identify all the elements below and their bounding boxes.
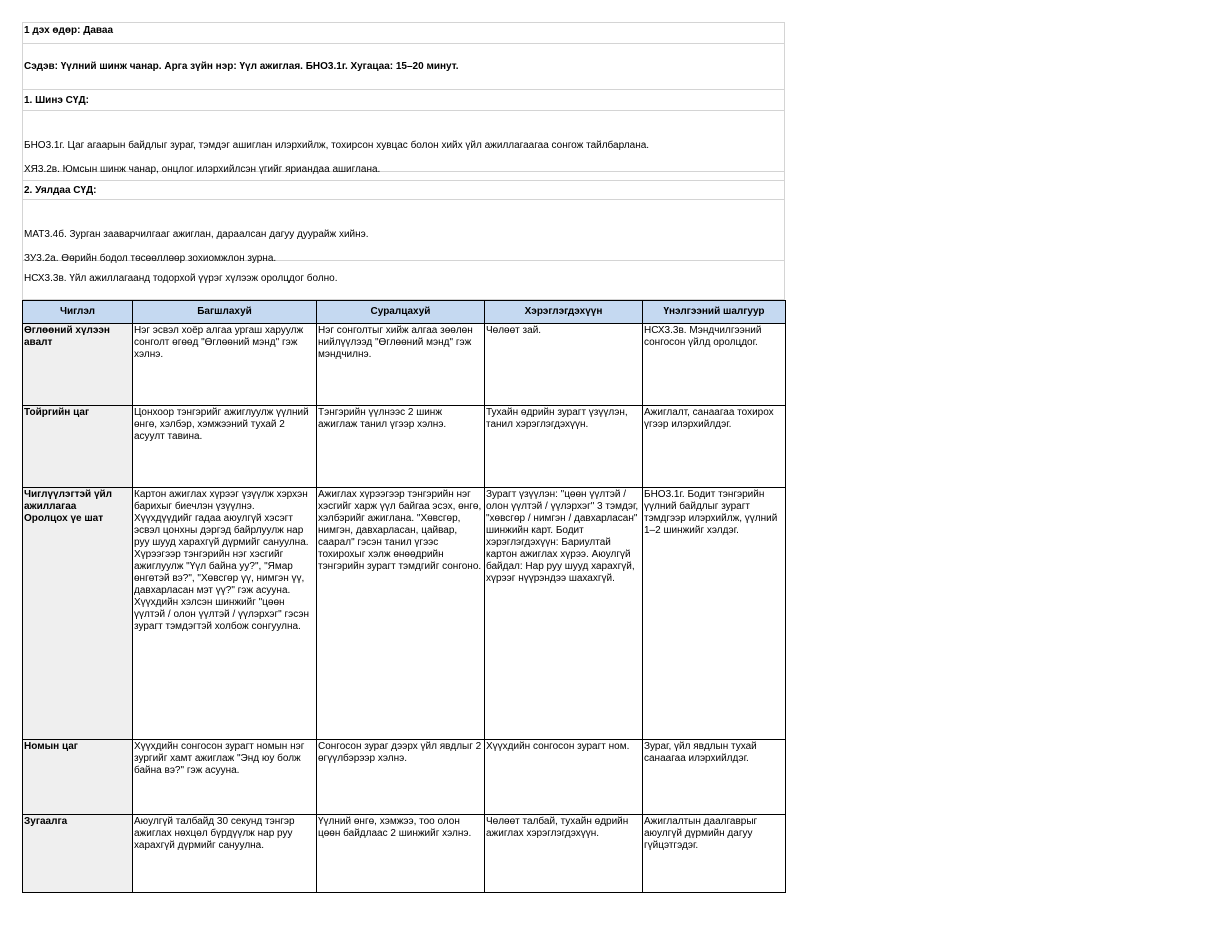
lesson-plan-sheet — [22, 22, 785, 893]
teacher-cell: Аюулгүй талбайд 30 секунд тэнгэр ажиглах нөхцөл бүрдүүлж нар руу харахгүй дүрмийг сануулна. — [133, 815, 317, 893]
teacher-cell: Цонхоор тэнгэрийг ажиглуулж үүлний өнгө, хэлбэр, хэмжээний тухай 2 асуулт тавина. — [133, 406, 317, 488]
topic-line: Сэдэв: Үүлний шинж чанар. Арга зүйн нэр: Үүл ажиглая. БНО3.1г. Хугацаа: 15–20 минут. — [22, 44, 785, 90]
stage-cell: Чиглүүлэгтэй үйл ажиллагаа Оролцох үе шат — [23, 488, 133, 740]
table-row — [23, 406, 786, 488]
section1-title: 1. Шинэ СҮД: — [22, 90, 785, 111]
table-header-row — [23, 301, 786, 324]
learner-cell: Сонгосон зураг дээрх үйл явдлыг 2 өгүүлбэрээр хэлнэ. — [317, 740, 485, 815]
section2-line: МАТ3.4б. Зурган зааварчилгааг ажиглан, дараалсан дагуу дуурайж хийнэ. — [24, 229, 369, 240]
section2-line: ЗУ3.2а. Өөрийн бодол төсөөллөөр зохиомжлон зурна. — [24, 253, 277, 264]
section1-line: ХЯ3.2в. Юмсын шинж чанар, онцлог илэрхийлсэн үгийг яриандаа ашиглана. — [24, 164, 381, 175]
section2-title: 2. Уялдаа СҮД: — [22, 180, 785, 200]
materials-cell: Чөлөөт талбай, тухайн өдрийн ажиглах хэрэглэгдэхүүн. — [485, 815, 643, 893]
header-materials: Хэрэглэгдэхүүн — [485, 301, 643, 324]
header-learning: Суралцахуй — [317, 301, 485, 324]
day-title: 1 дэх өдөр: Даваа — [22, 22, 785, 44]
materials-cell: Тухайн өдрийн зурагт үзүүлэн, танил хэрэглэгдэхүүн. — [485, 406, 643, 488]
learner-cell: Ажиглах хүрээгээр тэнгэрийн нэг хэсгийг харж үүл байгаа эсэх, өнгө, хэлбэрийг ажиглана. "Хөвсгөр, нимгэн, давхарласан, цайвар, саарал" гэсэн танил үгээс тохирохыг хэлж өнөөдрийн тэнгэрийн зурагт тэмдгийг сонгоно. — [317, 488, 485, 740]
header-teaching: Багшлахуй — [133, 301, 317, 324]
stage-cell: Зугаалга — [23, 815, 133, 893]
stage-cell: Номын цаг — [23, 740, 133, 815]
teacher-cell: Хүүхдийн сонгосон зурагт номын нэг зургийг хамт ажиглаж "Энд юу болж байна вэ?" гэж асууна. — [133, 740, 317, 815]
learner-cell: Нэг сонголтыг хийж алгаа зөөлөн нийлүүлээд "Өглөөний мэнд" гэж мэндчилнэ. — [317, 324, 485, 406]
materials-cell: Чөлөөт зай. — [485, 324, 643, 406]
assessment-cell: Ажиглалтын даалгаврыг аюулгүй дүрмийн дагуу гүйцэтгэдэг. — [643, 815, 786, 893]
section3-body: НСХ3.3в. Үйл ажиллагаанд тодорхой үүрэг хүлээж оролцдог болно. — [22, 261, 785, 300]
section2-body — [22, 200, 785, 264]
materials-cell: Зурагт үзүүлэн: "цөөн үүлтэй / олон үүлтэй / үүлэрхэг" 3 тэмдэг, "хөвсгөр / нимгэн / давхарласан" шинжийн карт. Бодит хэрэглэгдэхүүн: Бариултай картон ажиглах хүрээ. Аюулгүй байдал: Нар руу шууд харахгүй, хүрээг нүүрэндээ шахахгүй. — [485, 488, 643, 740]
teacher-cell: Картон ажиглах хүрээг үзүүлж хэрхэн барихыг биечлэн үзүүлнэ. Хүүхдүүдийг гадаа аюулгүй хэсэгт эсвэл цонхны дэргэд байрлуулж нар руу шууд харахгүй дүрмийг сануулна. Хүрээгээр тэнгэрийн нэг хэсгийг ажиглуулж "Үүл байна уу?", "Ямар өнгөтэй вэ?", "Хөвсгөр үү, нимгэн үү, давхарласан мэт үү?" гэж асууна. Хүүхдийн хэлсэн шинжийг "цөөн үүлтэй / олон үүлтэй / үүлэрхэг" гэсэн зурагт тэмдэгтэй холбож сонгуулна. — [133, 488, 317, 740]
learner-cell: Тэнгэрийн үүлнээс 2 шинж ажиглаж танил үгээр хэлнэ. — [317, 406, 485, 488]
lesson-table — [22, 300, 786, 893]
assessment-cell: Зураг, үйл явдлын тухай санаагаа илэрхийлдэг. — [643, 740, 786, 815]
section1-line: БНО3.1г. Цаг агаарын байдлыг зураг, тэмдэг ашиглан илэрхийлж, тохирсон хувцас болон хийх үйл ажиллагаагаа сонгож тайлбарлана. — [24, 140, 650, 151]
teacher-cell: Нэг эсвэл хоёр алгаа ургаш харуулж сонголт өгөөд "Өглөөний мэнд" гэж хэлнэ. — [133, 324, 317, 406]
table-row — [23, 815, 786, 893]
assessment-cell: БНО3.1г. Бодит тэнгэрийн үүлний байдлыг зурагт тэмдгээр илэрхийлж, үүлний 1–2 шинжийг хэлдэг. — [643, 488, 786, 740]
stage-cell: Тойргийн цаг — [23, 406, 133, 488]
learner-cell: Үүлний өнгө, хэмжээ, тоо олон цөөн байдлаас 2 шинжийг хэлнэ. — [317, 815, 485, 893]
table-row — [23, 488, 786, 740]
assessment-cell: Ажиглалт, санаагаа тохирох үгээр илэрхийлдэг. — [643, 406, 786, 488]
table-row — [23, 740, 786, 815]
header-assessment: Үнэлгээний шалгуур — [643, 301, 786, 324]
table-row — [23, 324, 786, 406]
stage-cell: Өглөөний хүлээн авалт — [23, 324, 133, 406]
assessment-cell: НСХ3.3в. Мэндчилгээний сонгосон үйлд оролцдог. — [643, 324, 786, 406]
header-direction: Чиглэл — [23, 301, 133, 324]
materials-cell: Хүүхдийн сонгосон зурагт ном. — [485, 740, 643, 815]
section1-body — [22, 111, 785, 175]
